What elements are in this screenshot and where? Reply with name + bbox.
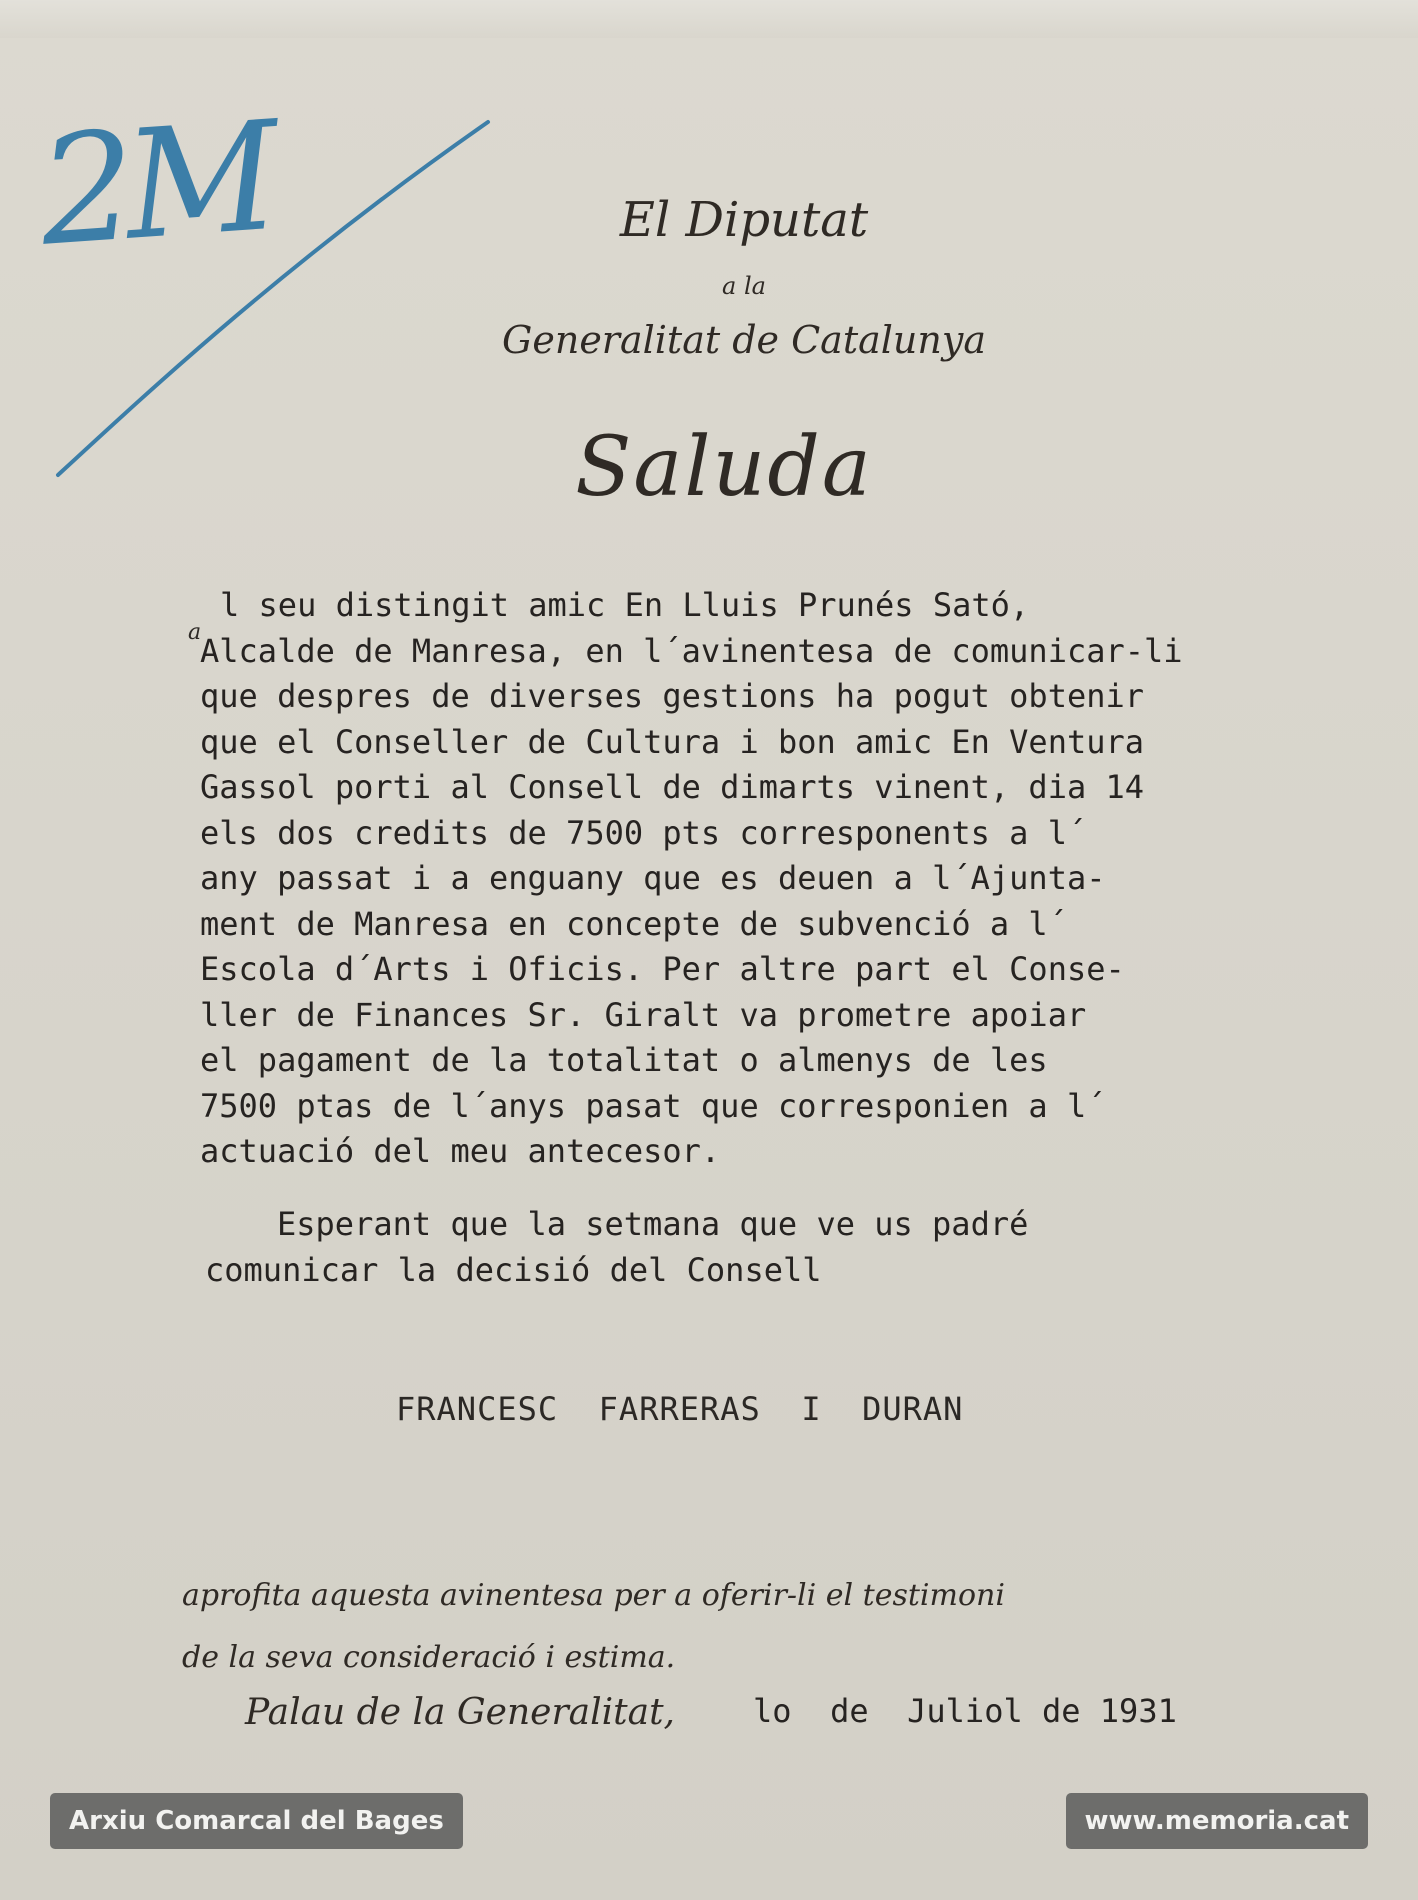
body-line: el pagament de la totalitat o almenys de les — [200, 1041, 1048, 1079]
pencil-annotation: 2M — [34, 90, 275, 280]
letterhead-title: Saluda — [575, 420, 873, 515]
letterhead-diputat: El Diputat — [619, 192, 869, 248]
body-line: 7500 ptas de l´anys pasat que corresponien a l´ — [200, 1086, 1106, 1125]
body-line: Escola d´Arts i Oficis. Per altre part el Conse- — [200, 950, 1125, 988]
body-line: els dos credits de 7500 pts corresponents a l´ — [200, 813, 1087, 852]
body-line: l seu distingit amic En Lluis Prunés Sató, — [220, 586, 1030, 624]
letter-body — [200, 583, 1390, 1175]
printed-closing-line-1: aprofita aquesta avinentesa per a oferir-li el testimoni — [182, 1578, 1005, 1613]
archive-watermark: Arxiu Comarcal del Bages — [50, 1793, 463, 1849]
printed-closing-line-2: de la seva consideració i estima. — [182, 1640, 676, 1675]
letterhead-a-la: a la — [722, 272, 766, 300]
body-line: ment de Manresa en concepte de subvenció a l´ — [200, 904, 1067, 943]
body-line: any passat i a enguany que es deuen a l´Ajunta- — [200, 859, 1106, 897]
body-line: que el Conseller de Cultura i bon amic En Ventura — [200, 722, 1145, 761]
body-line: Esperant que la setmana que ve us padré — [277, 1205, 1029, 1243]
body-line: Gassol porti al Consell de dimarts vinent, dia 14 — [200, 768, 1145, 806]
body-line: actuació del meu antecesor. — [200, 1132, 721, 1170]
paper-fold — [0, 0, 1418, 38]
body-line: comunicar la decisió del Consell — [205, 1250, 822, 1289]
typed-signature: FRANCESC FARRERAS I DURAN — [396, 1390, 964, 1428]
website-watermark: www.memoria.cat — [1066, 1793, 1369, 1849]
place-date-row — [245, 1692, 1177, 1742]
letter-closing-paragraph — [205, 1202, 1395, 1293]
handwritten-correction: a — [188, 620, 202, 645]
typed-date: lo de Juliol de 1931 — [753, 1692, 1177, 1730]
body-line: ller de Finances Sr. Giralt va prometre apoiar — [200, 995, 1087, 1034]
place-label: Palau de la Generalitat, — [245, 1692, 675, 1733]
letterhead-generalitat: Generalitat de Catalunya — [502, 318, 986, 362]
body-line: que despres de diverses gestions ha pogut obtenir — [200, 677, 1145, 715]
body-line: Alcalde de Manresa, en l´avinentesa de comunicar-li — [200, 631, 1183, 670]
